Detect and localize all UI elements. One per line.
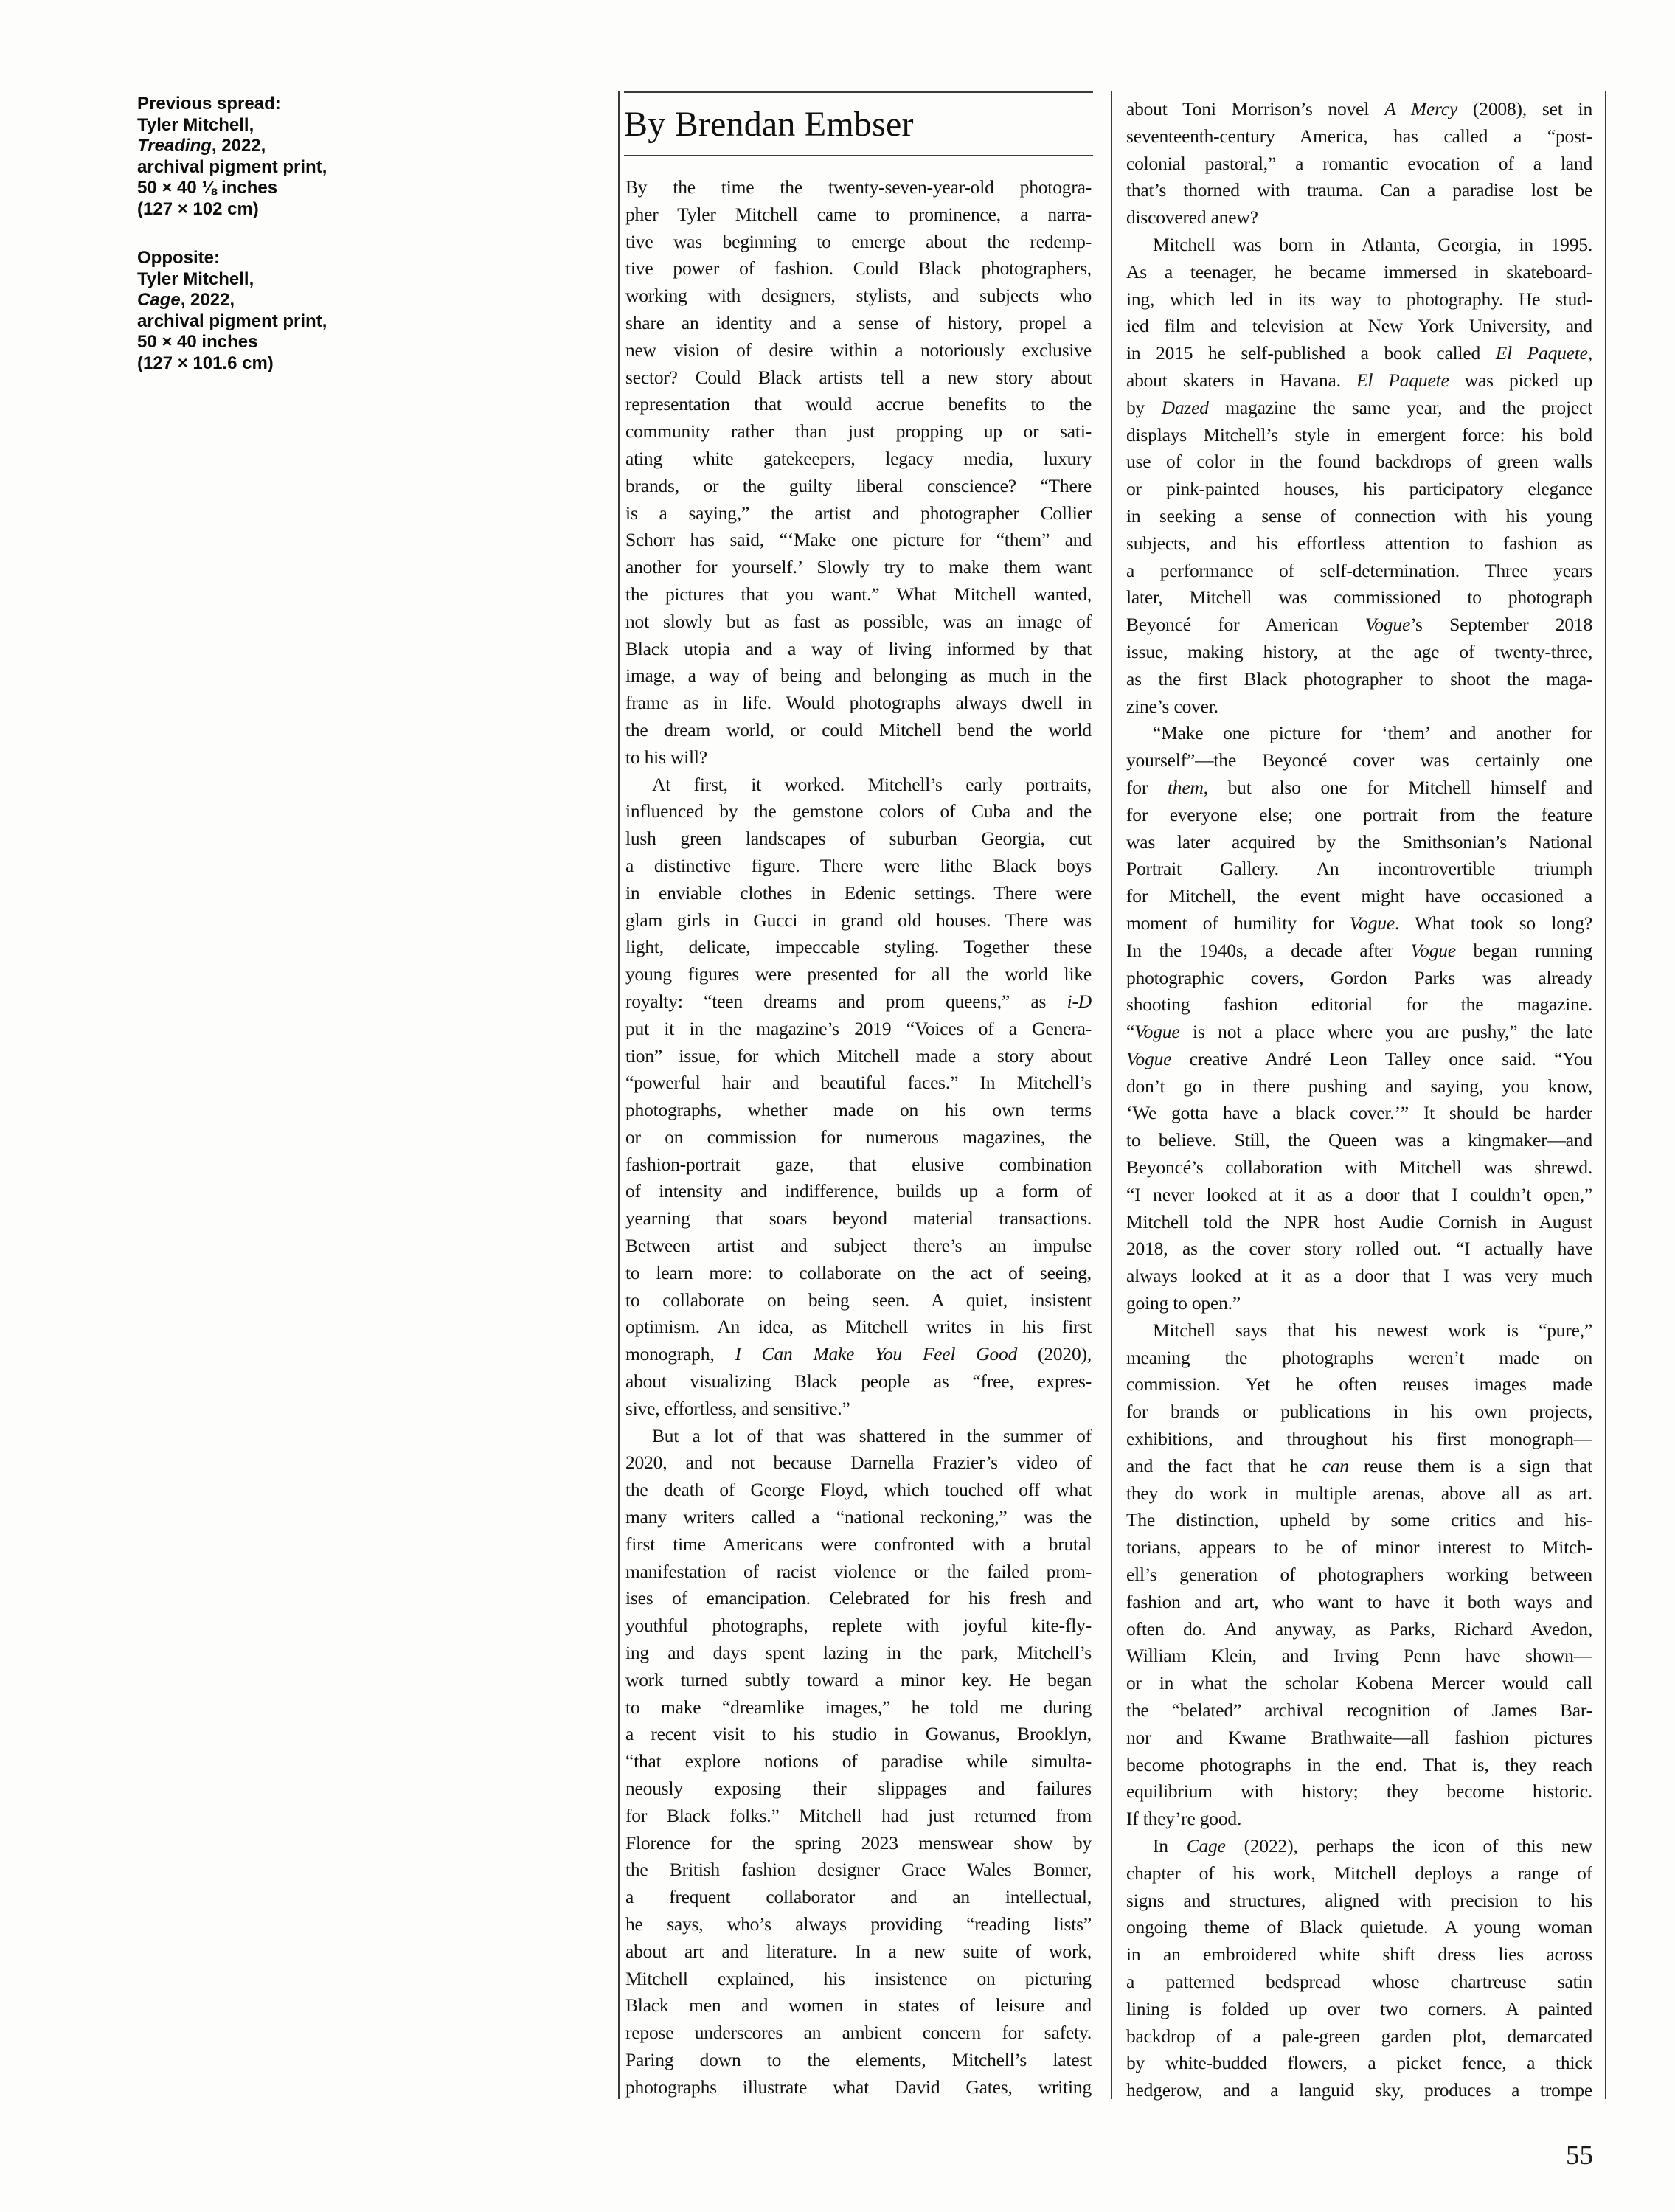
text-line: In Cage (2022), perhaps the icon of this new bbox=[1153, 1835, 1592, 1856]
text-line: youthful photographs, replete with joyful kite-fly- bbox=[625, 1615, 1092, 1637]
text-line: always looked at it as a door that I was very much bbox=[1126, 1265, 1592, 1287]
caption-line: Tyler Mitchell, bbox=[137, 268, 254, 289]
paragraph bbox=[1126, 720, 1592, 1317]
caption-line: Tyler Mitchell, bbox=[137, 114, 254, 135]
paragraph bbox=[1126, 1833, 1592, 2104]
text-line: the “belated” archival recognition of James Bar- bbox=[1126, 1699, 1592, 1722]
text-line: optimism. An idea, as Mitchell writes in his first bbox=[625, 1316, 1092, 1338]
text-line: sive, effortless, and sensitive.” bbox=[625, 1397, 850, 1419]
text-line: the death of George Floyd, which touched off what bbox=[625, 1479, 1092, 1501]
text-line: in 2015 he self-published a book called El Paquete, bbox=[1126, 342, 1592, 364]
paragraph bbox=[1126, 96, 1592, 232]
text-line: young figures were presented for all the world like bbox=[625, 963, 1092, 985]
caption-line: archival pigment print, bbox=[137, 311, 327, 331]
text-line: for brands or publications in his own projects, bbox=[1126, 1401, 1592, 1423]
text-line: Beyoncé for American Vogue’s September 2018 bbox=[1126, 614, 1592, 636]
text-line: influenced by the gemstone colors of Cuba and the bbox=[625, 800, 1092, 822]
byline: By Brendan Embser bbox=[624, 104, 914, 144]
text-line: fashion-portrait gaze, that elusive combination bbox=[625, 1153, 1092, 1175]
text-line: As a teenager, he became immersed in skateboard- bbox=[1126, 260, 1592, 282]
text-line: meaning the photographs weren’t made on bbox=[1126, 1346, 1592, 1368]
text-line: for everyone else; one portrait from the feature bbox=[1126, 803, 1592, 825]
paragraph bbox=[1126, 232, 1592, 720]
text-line: ing, which led in its way to photography. He stud- bbox=[1126, 288, 1592, 310]
text-line: that’s thorned with trauma. Can a paradise lost be bbox=[1126, 179, 1592, 201]
text-line: ing and days spent lazing in the park, Mitchell’s bbox=[625, 1642, 1092, 1664]
text-line: manifestation of racist violence or the failed prom- bbox=[625, 1560, 1092, 1582]
text-line: for Black folks.” Mitchell had just returned from bbox=[625, 1804, 1092, 1826]
paragraph bbox=[625, 174, 1092, 772]
page-number: 55 bbox=[1566, 2140, 1593, 2171]
text-line: photographic covers, Gordon Parks was already bbox=[1126, 966, 1592, 988]
text-line: In the 1940s, a decade after Vogue began running bbox=[1126, 939, 1592, 961]
text-line: they do work in multiple arenas, above all as art. bbox=[1126, 1482, 1592, 1504]
text-line: Black utopia and a way of living informed by that bbox=[625, 637, 1092, 659]
text-line: by Dazed magazine the same year, and the project bbox=[1126, 396, 1592, 418]
text-line: frame as in life. Would photographs always dwell in bbox=[625, 692, 1092, 714]
text-line: lush green landscapes of suburban Georgia, cut bbox=[625, 828, 1092, 850]
text-line: light, delicate, impeccable styling. Together these bbox=[625, 936, 1092, 958]
text-line: repose underscores an ambient concern for safety. bbox=[625, 2022, 1092, 2044]
text-line: glam girls in Gucci in grand old houses. There was bbox=[625, 909, 1092, 931]
column-rule-right bbox=[1605, 91, 1606, 2099]
text-line: to his will? bbox=[625, 746, 707, 768]
text-line: backdrop of a pale-green garden plot, demarcated bbox=[1126, 2025, 1592, 2047]
text-line: another for yourself.’ Slowly try to make them want bbox=[625, 556, 1092, 578]
text-line: moment of humility for Vogue. What took so long? bbox=[1126, 912, 1592, 934]
text-line: “powerful hair and beautiful faces.” In Mitchell’s bbox=[625, 1072, 1092, 1094]
text-line: zine’s cover. bbox=[1126, 695, 1218, 717]
paragraph bbox=[625, 1423, 1092, 2101]
text-line: for them, but also one for Mitchell himself and bbox=[1126, 776, 1592, 798]
column-rule-center bbox=[1111, 91, 1112, 2099]
text-line: ied film and television at New York University, and bbox=[1126, 315, 1592, 337]
text-line: ell’s generation of photographers working between bbox=[1126, 1564, 1592, 1586]
text-line: by white-budded flowers, a picket fence, a thick bbox=[1126, 2052, 1592, 2074]
text-line: ongoing theme of Black quietude. A young woman bbox=[1126, 1916, 1592, 1938]
text-line: lining is folded up over two corners. A painted bbox=[1126, 1997, 1592, 2019]
text-line: chapter of his work, Mitchell deploys a range of bbox=[1126, 1862, 1592, 1884]
text-line: the pictures that you want.” What Mitchell wanted, bbox=[625, 583, 1092, 605]
text-line: Between artist and subject there’s an impulse bbox=[625, 1235, 1092, 1257]
column-2 bbox=[1126, 96, 1592, 2104]
text-line: tive was beginning to emerge about the redemp- bbox=[625, 230, 1092, 252]
text-line: to believe. Still, the Queen was a kingmaker—and bbox=[1126, 1129, 1592, 1151]
text-line: pher Tyler Mitchell came to prominence, a narra- bbox=[625, 203, 1092, 225]
text-line: about Toni Morrison’s novel A Mercy (2008), set in bbox=[1126, 98, 1592, 119]
text-line: photographs illustrate what David Gates, writing bbox=[625, 2076, 1092, 2098]
text-line: to make “dreamlike images,” he told me during bbox=[625, 1696, 1092, 1718]
text-line: Vogue creative André Leon Talley once said. “You bbox=[1126, 1047, 1592, 1069]
text-line: ‘We gotta have a black cover.’” It should be harder bbox=[1126, 1102, 1592, 1124]
text-line: shooting fashion editorial for the magazine. bbox=[1126, 994, 1592, 1016]
text-line: seventeenth-century America, has called a “post- bbox=[1126, 125, 1592, 147]
text-line: equilibrium with history; they become historic. bbox=[1126, 1781, 1592, 1803]
text-line: Florence for the spring 2023 menswear show by bbox=[625, 1831, 1092, 1854]
text-line: Mitchell explained, his insistence on picturing bbox=[625, 1967, 1092, 1989]
text-line: new vision of desire within a notoriously exclusive bbox=[625, 339, 1092, 361]
text-line: subjects, and his effortless attention to fashion as bbox=[1126, 532, 1592, 554]
text-line: going to open.” bbox=[1126, 1292, 1241, 1314]
text-line: The distinction, upheld by some critics and his- bbox=[1126, 1509, 1592, 1531]
text-line: many writers called a “national reckoning,” was the bbox=[625, 1506, 1092, 1528]
text-line: to learn more: to collaborate on the act of seeing, bbox=[625, 1261, 1092, 1283]
caption-line: Opposite: bbox=[137, 248, 220, 268]
text-line: brands, or the guilty liberal conscience? “There bbox=[625, 474, 1092, 496]
text-line: about art and literature. In a new suite of work, bbox=[625, 1940, 1092, 1962]
text-line: in an embroidered white shift dress lies across bbox=[1126, 1944, 1592, 1966]
text-line: don’t go in there pushing and saying, you know, bbox=[1126, 1075, 1592, 1097]
text-line: “that explore notions of paradise while simulta- bbox=[625, 1750, 1092, 1772]
text-line: At first, it worked. Mitchell’s early portraits, bbox=[652, 773, 1092, 795]
text-line: in seeking a sense of connection with his young bbox=[1126, 505, 1592, 527]
text-line: sector? Could Black artists tell a new story about bbox=[625, 366, 1092, 388]
text-line: issue, making history, at the age of twenty-three, bbox=[1126, 640, 1592, 662]
text-line: share an identity and a sense of history, propel a bbox=[625, 311, 1092, 333]
text-line: signs and structures, aligned with precision to his bbox=[1126, 1889, 1592, 1911]
text-line: tion” issue, for which Mitchell made a story about bbox=[625, 1044, 1092, 1067]
column-rule-left bbox=[618, 91, 620, 2099]
caption-block bbox=[137, 248, 447, 374]
caption-line: archival pigment print, bbox=[137, 156, 327, 177]
caption-line: 50 × 40 ⅛ inches bbox=[137, 178, 278, 198]
caption-line: (127 × 102 cm) bbox=[137, 198, 259, 219]
text-line: tive power of fashion. Could Black photographers, bbox=[625, 257, 1092, 280]
text-line: royalty: “teen dreams and prom queens,” as i-D bbox=[625, 990, 1092, 1012]
text-line: a patterned bedspread whose chartreuse satin bbox=[1126, 1970, 1592, 1992]
text-line: Mitchell was born in Atlanta, Georgia, in 1995. bbox=[1153, 233, 1592, 255]
text-line: discovered anew? bbox=[1126, 207, 1258, 229]
text-line: torians, appears to be of minor interest to Mitch- bbox=[1126, 1536, 1592, 1559]
text-line: monograph, I Can Make You Feel Good (2020), bbox=[625, 1343, 1092, 1365]
text-line: Mitchell told the NPR host Audie Cornish in August bbox=[1126, 1210, 1592, 1232]
text-line: use of color in the found backdrops of green walls bbox=[1126, 451, 1592, 473]
text-line: ating white gatekeepers, legacy media, luxury bbox=[625, 447, 1092, 469]
byline-block bbox=[624, 91, 1093, 156]
text-line: was later acquired by the Smithsonian’s National bbox=[1126, 831, 1592, 853]
text-line: to collaborate on being seen. A quiet, insistent bbox=[625, 1289, 1092, 1311]
text-line: displays Mitchell’s style in emergent force: his bold bbox=[1126, 423, 1592, 445]
text-line: “Vogue is not a place where you are pushy,” the late bbox=[1126, 1021, 1592, 1043]
text-line: become photographs in the end. That is, they reach bbox=[1126, 1753, 1592, 1775]
text-line: colonial pastoral,” a romantic evocation of a land bbox=[1126, 152, 1592, 174]
text-line: community rather than just propping up or sati- bbox=[625, 420, 1092, 443]
text-line: photographs, whether made on his own terms bbox=[625, 1099, 1092, 1121]
text-line: But a lot of that was shattered in the summer of bbox=[652, 1424, 1092, 1446]
text-line: a performance of self-determination. Three years bbox=[1126, 559, 1592, 581]
text-line: in enviable clothes in Edenic settings. There were bbox=[625, 881, 1092, 904]
text-line: working with designers, stylists, and subjects who bbox=[625, 285, 1092, 307]
text-line: about skaters in Havana. El Paquete was picked up bbox=[1126, 369, 1592, 391]
text-line: or pink-painted houses, his participatory elegance bbox=[1126, 478, 1592, 500]
text-line: representation that would accrue benefits to the bbox=[625, 393, 1092, 415]
text-line: “Make one picture for ‘them’ and another for bbox=[1153, 722, 1592, 744]
text-line: Schorr has said, “‘Make one picture for “them” and bbox=[625, 529, 1092, 551]
text-line: a distinctive figure. There were lithe Black boys bbox=[625, 854, 1092, 876]
text-line: commission. Yet he often reuses images made bbox=[1126, 1373, 1592, 1395]
text-line: exhibitions, and throughout his first monograph— bbox=[1126, 1428, 1592, 1450]
text-line: first time Americans were confronted with a brutal bbox=[625, 1533, 1092, 1555]
text-line: neously exposing their slippages and failures bbox=[625, 1778, 1092, 1800]
text-line: of intensity and indifference, builds up a form of bbox=[625, 1180, 1092, 1202]
text-line: the dream world, or could Mitchell bend the world bbox=[625, 718, 1092, 741]
paragraph bbox=[1126, 1317, 1592, 1833]
text-line: If they’re good. bbox=[1126, 1808, 1242, 1830]
caption-line: Treading, 2022, bbox=[137, 136, 266, 156]
caption-line: Cage, 2022, bbox=[137, 290, 235, 310]
text-line: yearning that soars beyond material transactions. bbox=[625, 1207, 1092, 1230]
text-line: about visualizing Black people as “free, expres- bbox=[625, 1370, 1092, 1393]
text-line: By the time the twenty-seven-year-old photogra- bbox=[625, 176, 1092, 198]
text-line: fashion and art, who want to have it both ways and bbox=[1126, 1590, 1592, 1612]
image-caption bbox=[137, 94, 447, 402]
text-line: work turned subtly toward a minor key. He began bbox=[625, 1668, 1092, 1691]
caption-line: 50 × 40 inches bbox=[137, 332, 258, 352]
text-line: Portrait Gallery. An incontrovertible triumph bbox=[1126, 858, 1592, 880]
text-line: yourself”—the Beyoncé cover was certainly one bbox=[1126, 749, 1592, 772]
caption-line: (127 × 101.6 cm) bbox=[137, 353, 274, 373]
text-line: and the fact that he can reuse them is a sign that bbox=[1126, 1455, 1592, 1477]
text-line: Paring down to the elements, Mitchell’s latest bbox=[625, 2048, 1092, 2070]
paragraph bbox=[625, 772, 1092, 1423]
text-line: or on commission for numerous magazines, the bbox=[625, 1126, 1092, 1148]
column-1 bbox=[625, 174, 1092, 2101]
text-line: or in what the scholar Kobena Mercer would call bbox=[1126, 1672, 1592, 1694]
text-line: hedgerow, and a languid sky, produces a trompe bbox=[1126, 2079, 1592, 2101]
text-line: “I never looked at it as a door that I couldn’t open,” bbox=[1126, 1183, 1592, 1205]
text-line: Black men and women in states of leisure and bbox=[625, 1994, 1092, 2017]
text-line: 2018, as the cover story rolled out. “I actually have bbox=[1126, 1238, 1592, 1260]
text-line: he says, who’s always providing “reading lists” bbox=[625, 1913, 1092, 1935]
text-line: a recent visit to his studio in Gowanus, Brooklyn, bbox=[625, 1723, 1092, 1745]
text-line: not slowly but as fast as possible, was an image of bbox=[625, 610, 1092, 632]
text-line: Mitchell says that his newest work is “pure,” bbox=[1153, 1319, 1592, 1341]
text-line: nor and Kwame Brathwaite—all fashion pictures bbox=[1126, 1726, 1592, 1748]
caption-block bbox=[137, 94, 447, 220]
text-line: William Klein, and Irving Penn have shown— bbox=[1126, 1645, 1592, 1667]
text-line: as the first Black photographer to shoot the maga- bbox=[1126, 668, 1592, 690]
caption-line: Previous spread: bbox=[137, 94, 281, 114]
text-line: often do. And anyway, as Parks, Richard Avedon, bbox=[1126, 1618, 1592, 1640]
text-line: is a saying,” the artist and photographer Collier bbox=[625, 502, 1092, 524]
text-line: later, Mitchell was commissioned to photograph bbox=[1126, 586, 1592, 609]
text-line: the British fashion designer Grace Wales Bonner, bbox=[625, 1859, 1092, 1881]
text-line: put it in the magazine’s 2019 “Voices of a Genera- bbox=[625, 1017, 1092, 1039]
text-line: Beyoncé’s collaboration with Mitchell was shrewd. bbox=[1126, 1157, 1592, 1179]
text-line: for Mitchell, the event might have occasioned a bbox=[1126, 885, 1592, 907]
text-line: image, a way of being and belonging as much in the bbox=[625, 665, 1092, 687]
text-line: ises of emancipation. Celebrated for his fresh and bbox=[625, 1587, 1092, 1609]
text-line: 2020, and not because Darnella Frazier’s video of bbox=[625, 1452, 1092, 1474]
text-line: a frequent collaborator and an intellectual, bbox=[625, 1886, 1092, 1908]
